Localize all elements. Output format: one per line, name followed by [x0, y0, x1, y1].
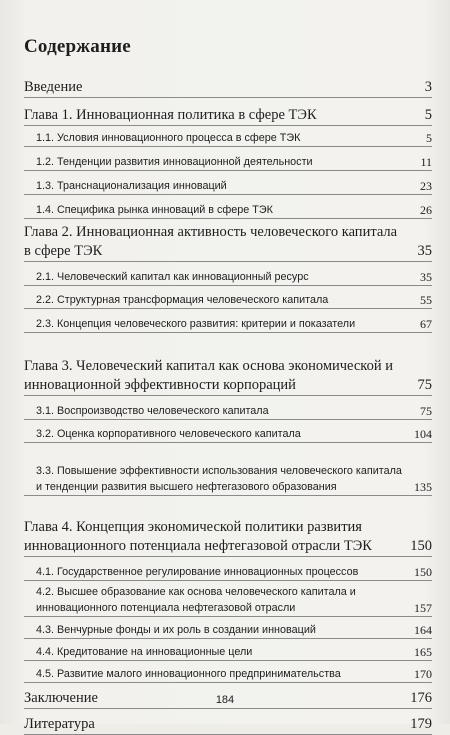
toc-entry-2-2[interactable]	[24, 286, 432, 309]
toc-entry-text: 1.1. Условия инновационного процесса в сфере ТЭК	[36, 132, 301, 144]
toc-entry-4-5[interactable]	[24, 661, 432, 683]
toc-entry-page: 157	[414, 601, 432, 615]
toc-entry-4-3[interactable]	[24, 617, 432, 639]
toc-entry-text: Введение	[24, 79, 83, 95]
toc-entry-page: 35	[417, 243, 432, 259]
toc-entry-1-3[interactable]	[24, 171, 432, 195]
toc-entry-text: 1.3. Транснационализация инноваций	[36, 180, 227, 192]
toc-entry-4-1[interactable]	[24, 557, 432, 581]
toc-entry-text: 1.4. Специфика рынка инноваций в сфере ТЭК	[36, 204, 273, 216]
toc-entry-text: 3.1. Воспроизводство человеческого капитала	[36, 405, 269, 417]
toc-entry-4-4[interactable]	[24, 639, 432, 661]
toc-entry-text: Глава 2. Инновационная активность человеческого капитала в сфере ТЭК	[24, 224, 398, 259]
toc-entry-page: 75	[417, 377, 432, 393]
toc-entry-text: 1.2. Тенденции развития инновационной деятельности	[36, 156, 313, 168]
page-title: Содержание	[24, 36, 131, 57]
toc-entry-text: Литература	[24, 716, 95, 732]
toc-entry-page: 170	[414, 667, 432, 681]
toc-entry-page: 165	[414, 645, 432, 659]
toc-entry-page: 11	[420, 155, 432, 169]
toc-entry-text: 2.3. Концепция человеческого развития: критерии и показатели	[36, 318, 356, 330]
toc-entry-text: 2.1. Человеческий капитал как инновационный ресурс	[36, 271, 309, 283]
toc-entry-3-2[interactable]	[24, 420, 432, 443]
toc-entry-page: 104	[414, 427, 432, 441]
toc-entry-chapter-1[interactable]	[24, 98, 432, 126]
toc-entry-text: 3.3. Повышение эффективности использования человеческого капитала и тенденции развития высшего нефтегазового образования	[36, 465, 402, 493]
toc-entry-page: 3	[424, 79, 432, 95]
toc-entry-text: Глава 3. Человеческий капитал как основа экономической и инновационной эффективности корпораций	[24, 358, 393, 393]
toc-entry-page: 150	[410, 538, 432, 554]
toc-entry-1-1[interactable]	[24, 126, 432, 147]
toc-entry-literature[interactable]	[24, 709, 432, 735]
toc-entry-page: 5	[426, 131, 432, 145]
toc-entry-page: 67	[420, 317, 432, 331]
toc-entry-page: 176	[410, 690, 432, 706]
toc-entry-2-1[interactable]	[24, 262, 432, 286]
toc-entry-page: 135	[414, 480, 432, 494]
toc-entry-text: 4.5. Развитие малого инновационного предпринимательства	[36, 668, 341, 680]
toc-entry-3-1[interactable]	[24, 396, 432, 420]
toc-entry-1-4[interactable]	[24, 195, 432, 219]
toc-entry-chapter-2[interactable]	[24, 219, 432, 262]
toc-entry-page: 35	[420, 270, 432, 284]
toc-entry-text: 2.2. Структурная трансформация человеческого капитала	[36, 294, 329, 306]
toc-entry-text: Заключение	[24, 690, 98, 706]
toc-entry-chapter-3[interactable]	[24, 333, 432, 396]
toc-entry-page: 23	[420, 179, 432, 193]
toc-entry-text: Глава 1. Инновационная политика в сфере ТЭК	[24, 107, 317, 123]
toc-entry-text: 3.2. Оценка корпоративного человеческого капитала	[36, 428, 301, 440]
toc-entry-page: 150	[414, 565, 432, 579]
toc-entry-text: 4.1. Государственное регулирование инновационных процессов	[36, 566, 359, 578]
toc-entry-text: Глава 4. Концепция экономической политики развития инновационного потенциала нефтегазовой отрасли ТЭК	[24, 519, 372, 554]
toc-entry-introduction[interactable]	[24, 76, 432, 98]
toc-entry-page: 164	[414, 623, 432, 637]
toc-entry-chapter-4[interactable]	[24, 496, 432, 557]
toc-entry-page: 179	[410, 716, 432, 732]
toc-entry-text: 4.4. Кредитование на инновационные цели	[36, 646, 253, 658]
toc-entry-2-3[interactable]	[24, 309, 432, 333]
toc-entry-text: 4.2. Высшее образование как основа человеческого капитала и инновационного потенциала нефтегазовой отрасли	[36, 586, 356, 614]
toc-entry-page: 75	[420, 404, 432, 418]
page-number: 184	[215, 694, 235, 706]
toc-entry-3-3[interactable]	[24, 443, 432, 496]
toc-entry-page: 26	[420, 203, 432, 217]
toc-entry-1-2[interactable]	[24, 147, 432, 171]
table-of-contents	[24, 76, 432, 735]
toc-entry-page: 5	[424, 107, 432, 123]
toc-entry-page: 55	[420, 293, 432, 307]
toc-entry-4-2[interactable]	[24, 581, 432, 617]
toc-entry-text: 4.3. Венчурные фонды и их роль в создании инноваций	[36, 624, 316, 636]
